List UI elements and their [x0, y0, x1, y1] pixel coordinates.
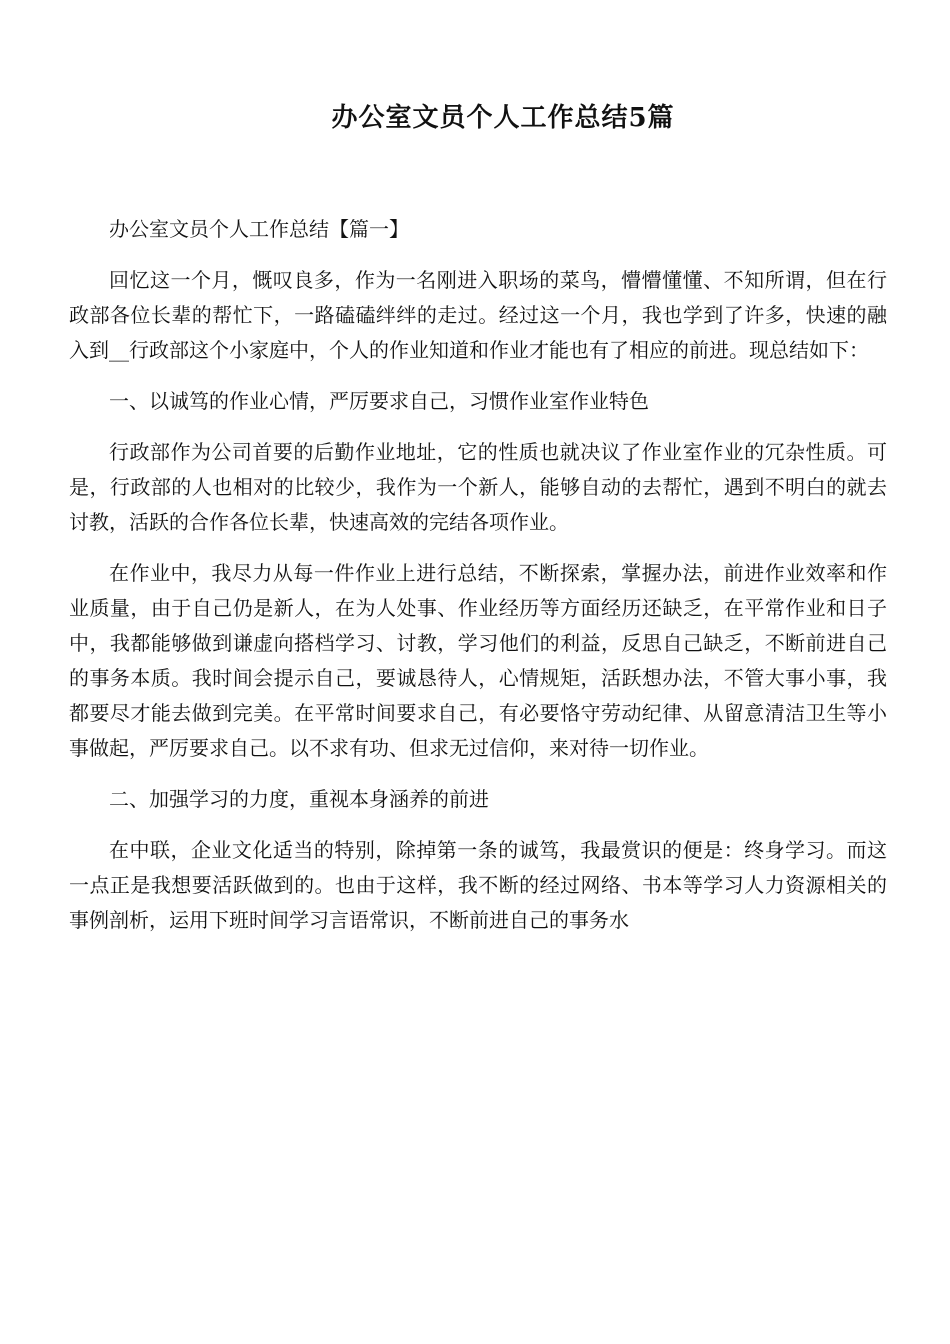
document-title: 办公室文员个人工作总结5篇: [331, 103, 675, 133]
paragraph: 在中联，企业文化适当的特别，除掉第一条的诚笃，我最赏识的便是：终身学习。而这一点正是我想要活跃做到的。也由于这样，我不断的经过网络、书本等学习人力资源相关的事例剖析，运用下班时间学习言语常识，不断前进自己的事务水: [69, 838, 887, 932]
document-body: [69, 212, 887, 954]
paragraph: 行政部作为公司首要的后勤作业地址，它的性质也就决议了作业室作业的冗杂性质。可是，行政部的人也相对的比较少，我作为一个新人，能够自动的去帮忙，遇到不明白的就去讨教，活跃的合作各位长辈，快速高效的完结各项作业。: [69, 440, 887, 534]
section-heading: 办公室文员个人工作总结【篇一】: [109, 217, 409, 241]
paragraph: 在作业中，我尽力从每一件作业上进行总结，不断探索，掌握办法，前进作业效率和作业质量，由于自己仍是新人，在为人处事、作业经历等方面经历还缺乏，在平常作业和日子中，我都能够做到谦虚向搭档学习、讨教，学习他们的利益，反思自己缺乏，不断前进自己的事务本质。我时间会提示自己，要诚恳待人，心情规矩，活跃想办法，不管大事小事，我都要尽才能去做到完美。在平常时间要求自己，有必要恪守劳动纪律、从留意清洁卫生等小事做起，严厉要求自己。以不求有功、但求无过信仰，来对待一切作业。: [69, 561, 887, 760]
subsection-heading: 一、以诚笃的作业心情，严厉要求自己，习惯作业室作业特色: [109, 389, 649, 413]
paragraph: 回忆这一个月，慨叹良多，作为一名刚进入职场的菜鸟，懵懵懂懂、不知所谓，但在行政部各位长辈的帮忙下，一路磕磕绊绊的走过。经过这一个月，我也学到了许多，快速的融入到__行政部这个小家庭中，个人的作业知道和作业才能也有了相应的前进。现总结如下：: [69, 268, 887, 362]
subsection-heading: 二、加强学习的力度，重视本身涵养的前进: [109, 787, 489, 811]
